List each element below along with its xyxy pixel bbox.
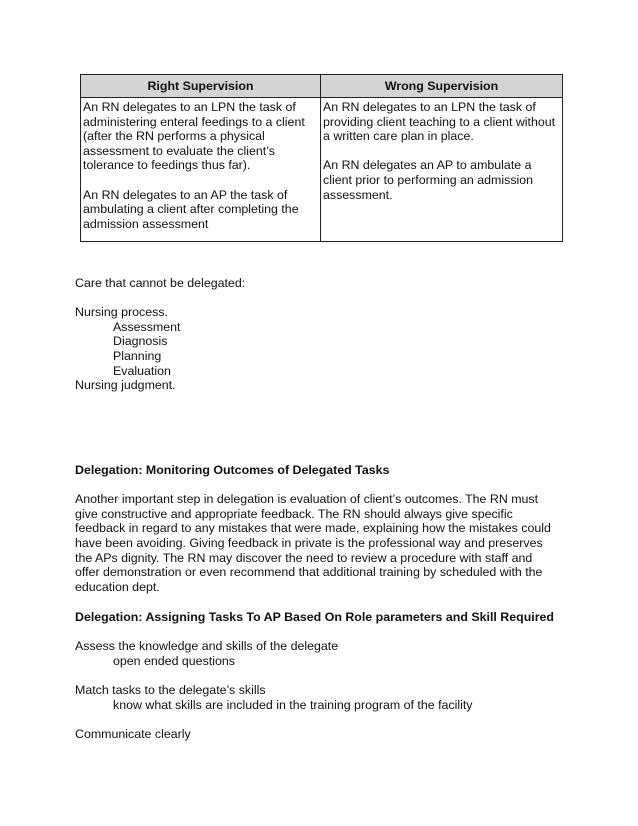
process-step-evaluation: Evaluation xyxy=(113,363,171,378)
cannot-delegate-heading: Care that cannot be delegated: xyxy=(75,276,246,290)
table-row xyxy=(81,98,563,242)
supervision-table xyxy=(80,74,563,242)
right-supervision-cell xyxy=(81,98,321,242)
paragraph-gap xyxy=(323,144,560,159)
assigning-title: Delegation: Assigning Tasks To AP Based On Role parameters and Skill Required xyxy=(75,610,554,624)
monitoring-title: Delegation: Monitoring Outcomes of Delegated Tasks xyxy=(75,463,390,477)
match-item: Match tasks to the delegate’s skills xyxy=(75,682,266,697)
nursing-judgment-label: Nursing judgment. xyxy=(75,378,176,393)
header-right-supervision: Right Supervision xyxy=(81,75,321,98)
blank-line xyxy=(75,668,565,683)
wrong-example-2: An RN delegates an AP to ambulate a client prior to performing an admission assessment. xyxy=(323,158,534,202)
table-header-row xyxy=(81,75,563,98)
wrong-supervision-cell xyxy=(321,98,563,242)
nursing-process-label: Nursing process. xyxy=(75,305,168,320)
match-subitem: know what skills are included in the training program of the facility xyxy=(113,697,473,712)
monitoring-section xyxy=(75,463,565,594)
process-step-diagnosis: Diagnosis xyxy=(113,334,168,349)
blank-line xyxy=(75,478,565,493)
process-step-assessment: Assessment xyxy=(113,319,181,334)
right-example-2: An RN delegates to an AP the task of ambulating a client after completing the admission assessment xyxy=(83,187,299,231)
communicate-item: Communicate clearly xyxy=(75,726,191,741)
blank-line xyxy=(75,712,565,727)
assess-item: Assess the knowledge and skills of the delegate xyxy=(75,639,339,654)
blank-line xyxy=(75,625,565,640)
process-step-planning: Planning xyxy=(113,348,162,363)
paragraph-gap xyxy=(83,173,318,188)
assigning-section xyxy=(75,610,565,741)
right-example-1: An RN delegates to an LPN the task of administering enteral feedings to a client (after the RN performs a physical assessment to evaluate the client’s tolerance to feedings thus far). xyxy=(83,100,305,173)
monitoring-body: Another important step in delegation is evaluation of client’s outcomes. The RN must give constructive and appropriate feedback. The RN should always give specific feedback in regard to any mistakes that were made, explaining how the mistakes could have been avoiding. Giving feedback in private is the professional way and preserves the APs dignity. The RN may discover the need to review a procedure with staff and offer demonstration or even recommend that additional training by scheduled with the education dept. xyxy=(75,492,551,594)
header-wrong-supervision: Wrong Supervision xyxy=(321,75,563,98)
blank-line xyxy=(75,291,565,306)
cannot-delegate-section xyxy=(75,276,565,393)
wrong-example-1: An RN delegates to an LPN the task of providing client teaching to a client without a written care plan in place. xyxy=(323,100,556,144)
assess-subitem: open ended questions xyxy=(113,653,235,668)
